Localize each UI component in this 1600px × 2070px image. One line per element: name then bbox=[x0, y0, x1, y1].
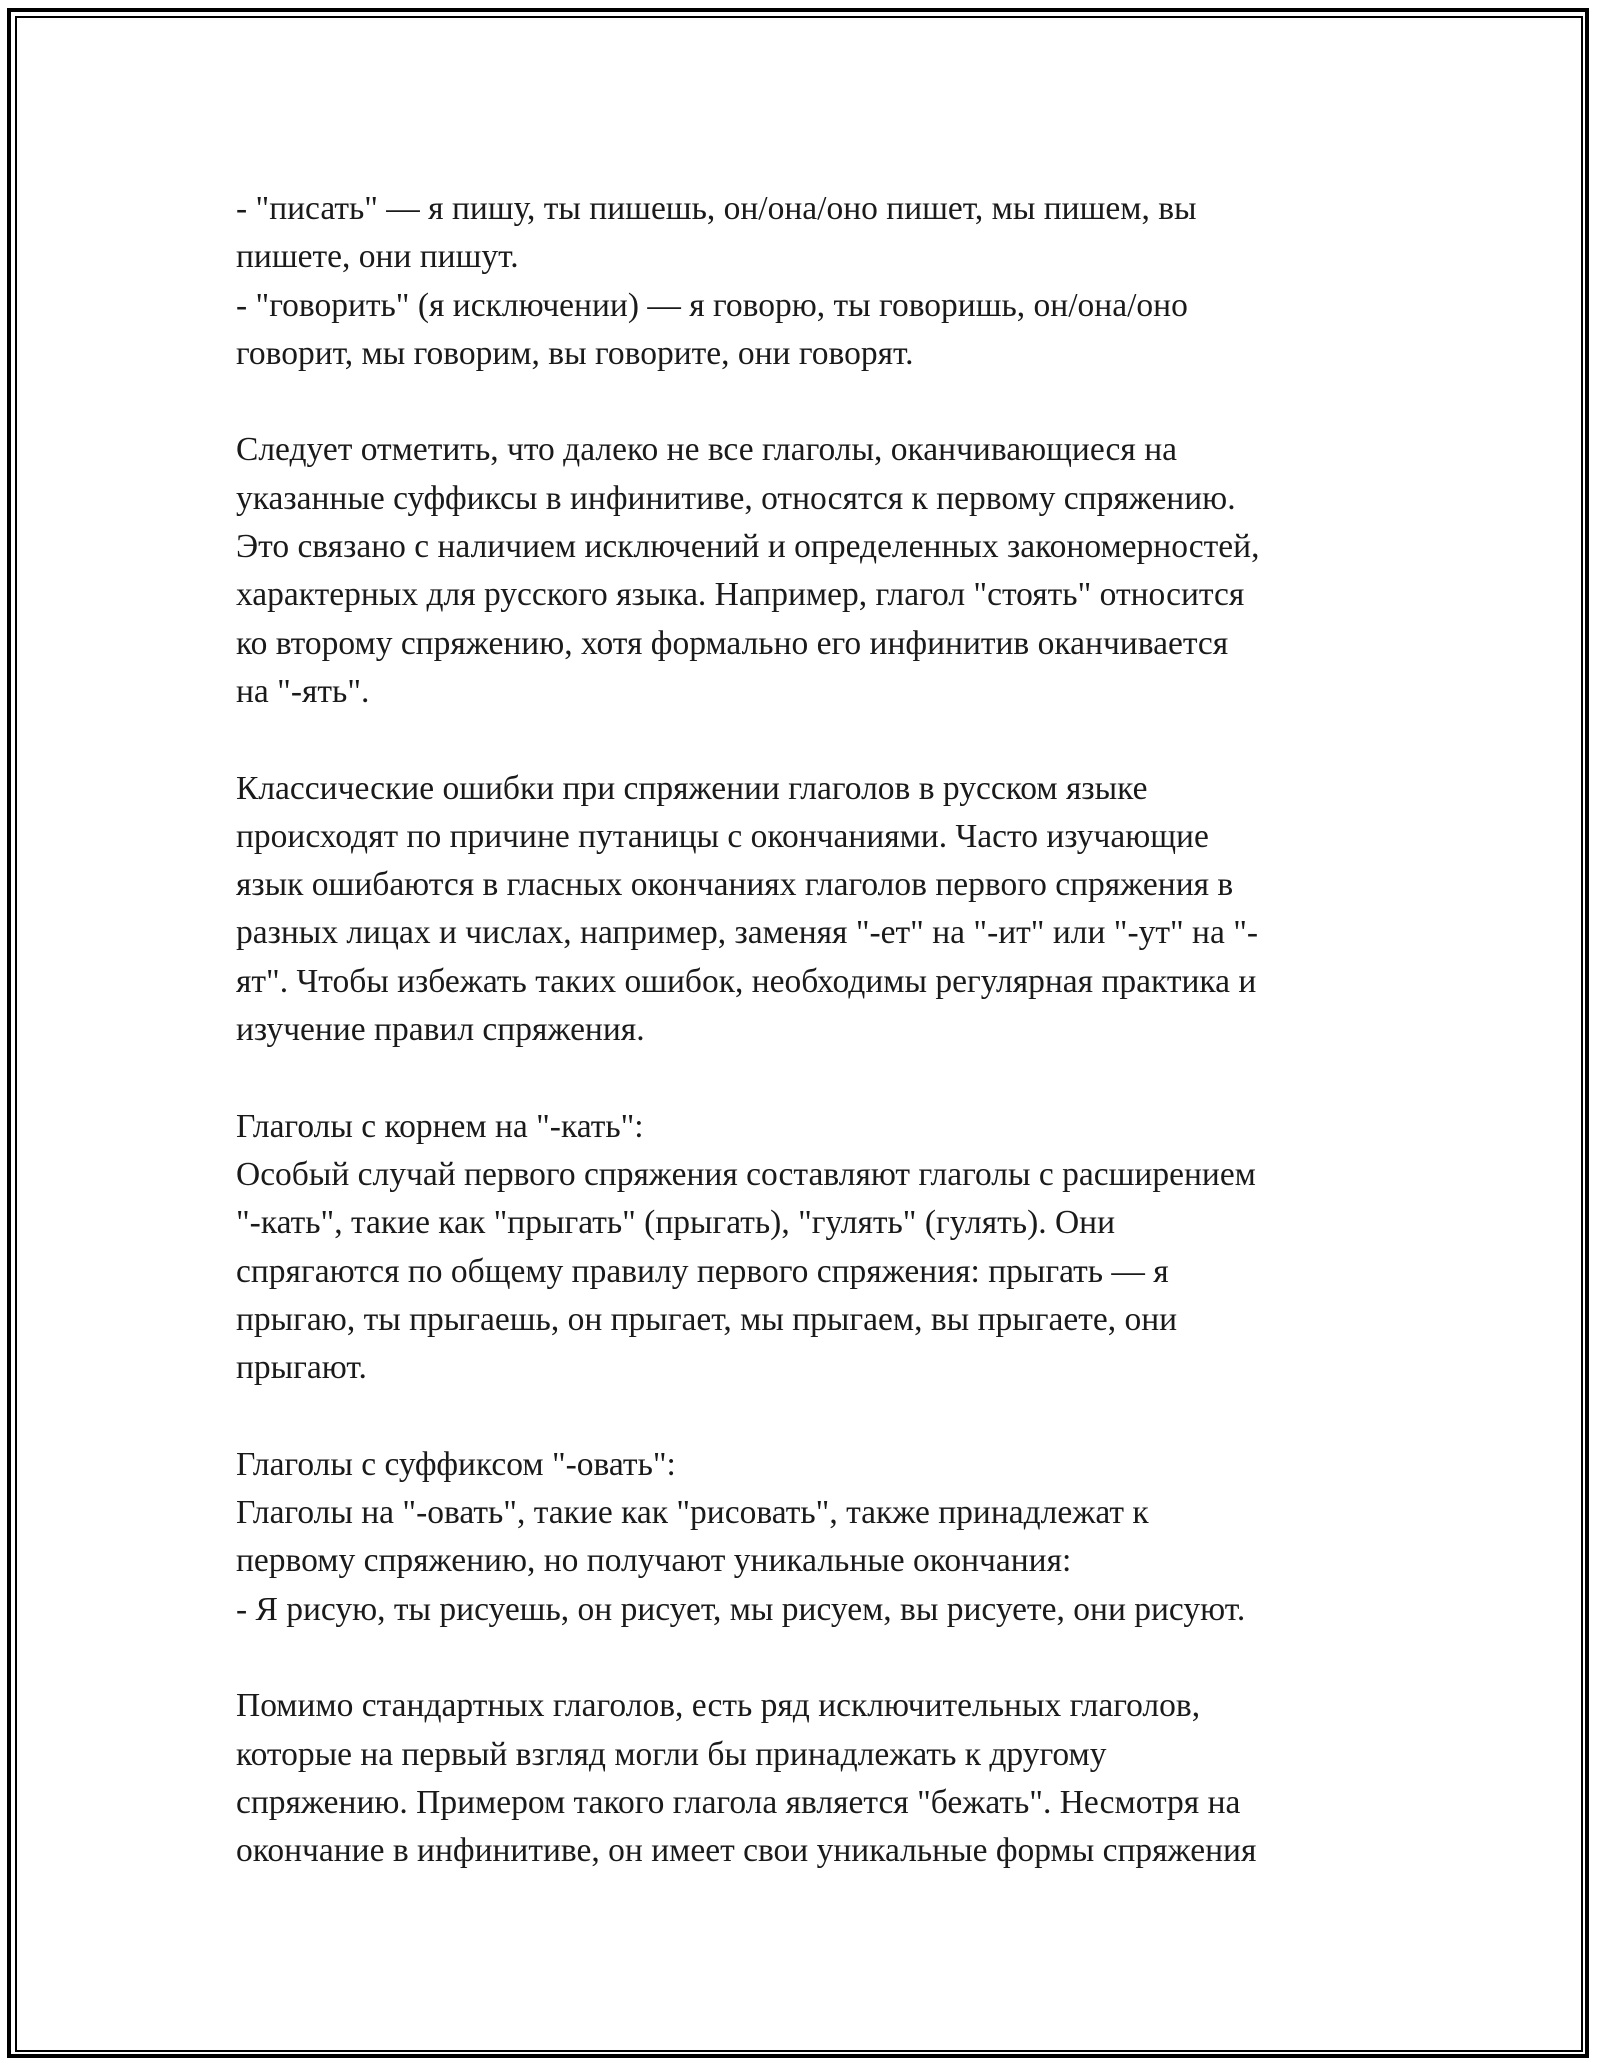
paragraph-exceptions-note bbox=[236, 426, 1376, 716]
document-body bbox=[236, 185, 1376, 1924]
text-line: "-кать", такие как "прыгать" (прыгать), "гулять" (гулять). Они bbox=[236, 1204, 1116, 1242]
text-line: разных лицах и числах, например, заменяя "-ет" на "-ит" или "-ут" на "- bbox=[236, 914, 1259, 952]
text-line: Следует отметить, что далеко не все глаголы, оканчивающиеся на bbox=[236, 431, 1178, 469]
text-line: Особый случай первого спряжения составляют глаголы с расширением bbox=[236, 1155, 1256, 1193]
text-line: первому спряжению, но получают уникальные окончания: bbox=[236, 1542, 1072, 1580]
text-line: - "писать" — я пишу, ты пишешь, он/она/оно пишет, мы пишем, вы bbox=[236, 190, 1197, 227]
text-line: Глаголы с корнем на "-кать": bbox=[236, 1107, 644, 1145]
text-line: Это связано с наличием исключений и определенных закономерностей, bbox=[236, 528, 1260, 566]
text-line: - "говорить" (я исключении) — я говорю, ты говоришь, он/она/оно bbox=[236, 286, 1188, 324]
text-line: ко второму спряжению, хотя формально его инфинитив оканчивается bbox=[236, 624, 1229, 662]
text-line: язык ошибаются в гласных окончаниях глаголов первого спряжения в bbox=[236, 866, 1234, 904]
text-line: окончание в инфинитиве, он имеет свои уникальные формы спряжения bbox=[236, 1832, 1257, 1870]
paragraph-common-errors bbox=[236, 765, 1376, 1055]
text-line: ят". Чтобы избежать таких ошибок, необходимы регулярная практика и bbox=[236, 962, 1257, 1000]
text-line: Глаголы на "-овать", такие как "рисовать", также принадлежат к bbox=[236, 1494, 1149, 1532]
text-line: Классические ошибки при спряжении глаголов в русском языке bbox=[236, 769, 1148, 807]
text-line: говорит, мы говорим, вы говорите, они говорят. bbox=[236, 334, 914, 372]
text-line: происходят по причине путаницы с окончаниями. Часто изучающие bbox=[236, 817, 1209, 855]
text-line: пишете, они пишут. bbox=[236, 238, 519, 276]
paragraph-kat-verbs bbox=[236, 1103, 1376, 1393]
text-line: Глаголы с суффиксом "-овать": bbox=[236, 1445, 676, 1483]
text-line: - Я рисую, ты рисуешь, он рисует, мы рисуем, вы рисуете, они рисуют. bbox=[236, 1590, 1246, 1628]
paragraph-ovat-verbs bbox=[236, 1441, 1376, 1634]
text-line: спряжению. Примером такого глагола является "бежать". Несмотря на bbox=[236, 1783, 1241, 1821]
text-line: спрягаются по общему правилу первого спряжения: прыгать — я bbox=[236, 1252, 1169, 1290]
text-line: которые на первый взгляд могли бы принадлежать к другому bbox=[236, 1735, 1107, 1773]
text-line: прыгаю, ты прыгаешь, он прыгает, мы прыгаем, вы прыгаете, они bbox=[236, 1300, 1178, 1338]
text-line: указанные суффиксы в инфинитиве, относятся к первому спряжению. bbox=[236, 479, 1236, 517]
text-line: Помимо стандартных глаголов, есть ряд исключительных глаголов, bbox=[236, 1687, 1201, 1725]
text-line: на "-ять". bbox=[236, 672, 370, 710]
paragraph-irregular-verbs bbox=[236, 1682, 1376, 1875]
paragraph-conjugation-examples bbox=[236, 185, 1376, 378]
text-line: характерных для русского языка. Например, глагол "стоять" относится bbox=[236, 576, 1245, 614]
text-line: прыгают. bbox=[236, 1349, 367, 1387]
text-line: изучение правил спряжения. bbox=[236, 1011, 645, 1049]
